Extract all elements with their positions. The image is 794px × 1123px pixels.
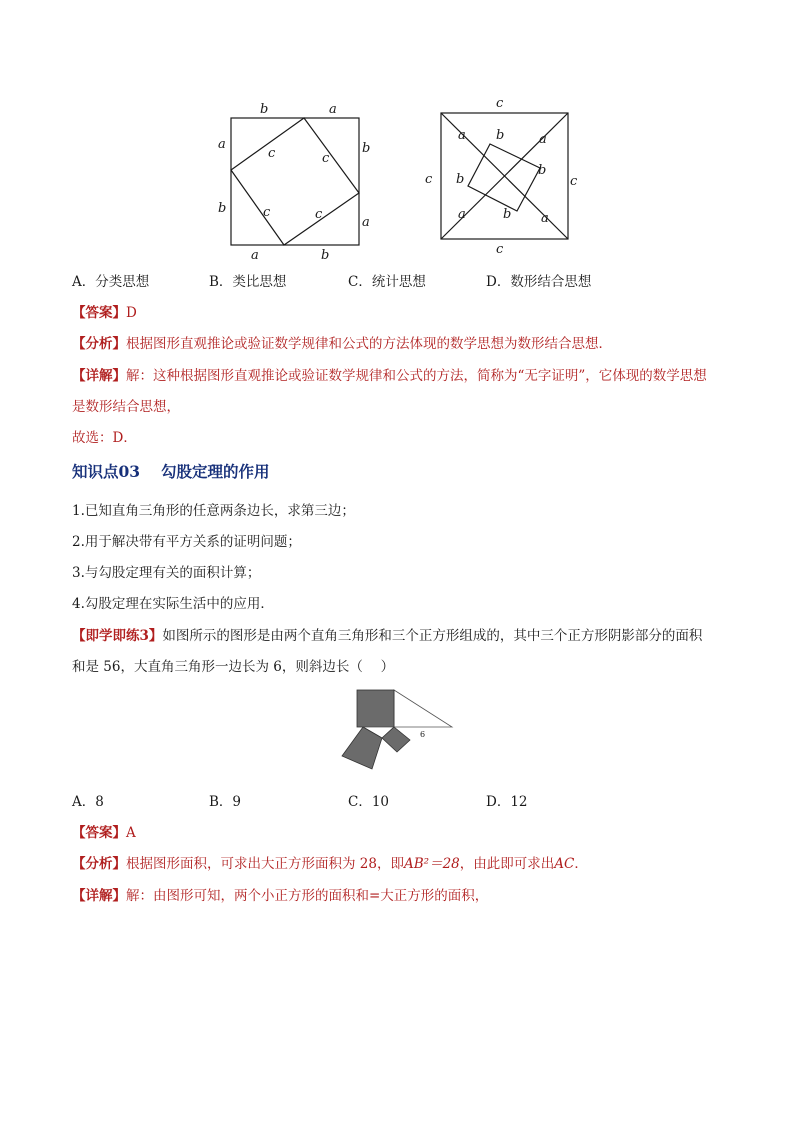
left-right-label-2: a — [362, 215, 370, 230]
left-top-label-2: a — [329, 102, 337, 117]
section-item-1: 1.已知直角三角形的任意两条边长，求第三边； — [72, 503, 355, 519]
right-inner-a-2: a — [539, 132, 547, 147]
q1-option-a: A．分类思想 — [72, 274, 150, 290]
answer-tag: 【答案】 — [72, 305, 126, 321]
q2-analysis-mid: ，由此即可求出 — [459, 856, 555, 872]
q2-question-line2: 和是 56，大直角三角形一边长为 6，则斜边长（ ） — [72, 659, 395, 675]
detail-tag: 【详解】 — [72, 368, 126, 384]
q1-option-b: B．类比思想 — [209, 274, 287, 290]
q2-option-c: C．10 — [348, 794, 390, 810]
left-inner-label-1: c — [268, 146, 276, 161]
left-top-label-1: b — [260, 102, 269, 117]
left-bottom-label-2: b — [321, 248, 330, 263]
detail-text-1: 解：这种根据图形直观推论或验证数学规律和公式的方法，简称为“无字证明”，它体现的数学思想 — [126, 368, 707, 384]
right-inner-b-4: b — [503, 207, 512, 222]
q2-detail — [72, 884, 488, 904]
q2-squares-figure — [330, 680, 470, 780]
q1-answer — [72, 301, 137, 321]
right-outer-label-right: c — [570, 174, 578, 189]
right-outer-label-left: c — [425, 172, 433, 187]
left-bottom-label-1: a — [251, 248, 259, 263]
right-inner-b-2: b — [538, 163, 547, 178]
q2-option-b: B．9 — [209, 794, 242, 810]
q2-answer-tag: 【答案】 — [72, 825, 126, 841]
left-inner-square — [231, 118, 359, 245]
q1-choose: 故选：D． — [72, 430, 137, 446]
answer-value: D — [126, 305, 137, 321]
q2-text-1: 如图所示的图形是由两个直角三角形和三个正方形组成的，其中三个正方形阴影部分的面积 — [162, 628, 703, 644]
q1-detail-line2: 是数形结合思想， — [72, 399, 180, 415]
right-inner-b-3: b — [456, 172, 465, 187]
q2-detail-tag: 【详解】 — [72, 888, 126, 904]
q2-analysis-math2: AC — [554, 856, 575, 872]
analysis-tag: 【分析】 — [72, 336, 126, 352]
q1-analysis — [72, 332, 612, 352]
left-left-label-2: b — [218, 201, 227, 216]
section-title: 知识点03 勾股定理的作用 — [72, 462, 270, 481]
q1-detail — [72, 364, 707, 384]
q2-analysis — [72, 852, 588, 872]
left-inner-label-2: c — [322, 151, 330, 166]
q2-option-d: D．12 — [486, 794, 528, 810]
right-inner-b-1: b — [496, 128, 505, 143]
q1-option-d: D．数形结合思想 — [486, 274, 592, 290]
q2-option-a: A．8 — [72, 794, 104, 810]
q2-answer-value: A — [126, 825, 136, 841]
section-item-4: 4.勾股定理在实际生活中的应用． — [72, 596, 274, 612]
q2-analysis-math: AB²＝28 — [403, 856, 460, 872]
q2-detail-text: 解：由图形可知，两个小正方形的面积和=大正方形的面积， — [126, 888, 489, 904]
side-length-label: 6 — [420, 730, 426, 739]
q2-analysis-tag: 【分析】 — [72, 856, 126, 872]
section-item-2: 2.用于解决带有平方关系的证明问题； — [72, 534, 301, 550]
right-inner-a-4: a — [541, 211, 549, 226]
right-inner-a-3: a — [458, 207, 466, 222]
q2-answer — [72, 821, 136, 841]
q1-option-c: C．统计思想 — [348, 274, 426, 290]
analysis-text: 根据图形直观推论或验证数学规律和公式的方法体现的数学思想为数形结合思想． — [126, 336, 612, 352]
large-triangle — [394, 690, 452, 727]
right-inner-a-1: a — [458, 128, 466, 143]
left-inner-label-4: c — [315, 207, 323, 222]
left-right-label-1: b — [362, 141, 371, 156]
left-left-label-1: a — [218, 137, 226, 152]
left-outer-square — [231, 118, 359, 245]
right-square-diagram — [425, 96, 578, 257]
left-inner-label-3: c — [263, 205, 271, 220]
left-square-diagram — [218, 102, 370, 263]
right-outer-label-top: c — [496, 96, 504, 111]
q2-analysis-end: ． — [574, 856, 588, 872]
section-item-3: 3.与勾股定理有关的面积计算； — [72, 565, 261, 581]
q2-tag: 【即学即练3】 — [72, 628, 163, 644]
q2-analysis-pre: 根据图形面积，可求出大正方形面积为 28，即 — [126, 856, 404, 872]
pythagoras-proof-figure — [200, 95, 600, 265]
right-outer-label-bottom: c — [496, 242, 504, 257]
top-shaded-square — [357, 690, 394, 727]
q2-question — [72, 624, 702, 644]
